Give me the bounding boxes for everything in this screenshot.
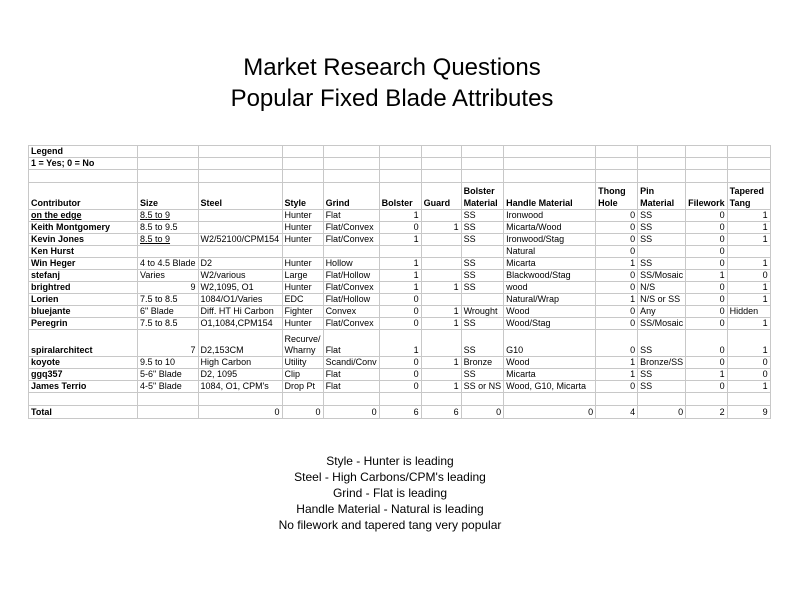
table-cell: 0 bbox=[198, 406, 282, 419]
table-cell bbox=[323, 246, 379, 258]
table-cell: Flat bbox=[323, 330, 379, 357]
table-row bbox=[29, 234, 771, 246]
table-cell bbox=[421, 270, 461, 282]
table-cell: High Carbon bbox=[198, 357, 282, 369]
table-cell: 0 bbox=[379, 357, 421, 369]
table-cell bbox=[421, 170, 461, 183]
table-cell: Filework bbox=[686, 183, 728, 210]
table-cell bbox=[638, 246, 686, 258]
table-cell bbox=[461, 393, 504, 406]
table-cell: N/S bbox=[638, 282, 686, 294]
table-cell: 1 bbox=[727, 258, 770, 270]
table-cell: Bronze/SS bbox=[638, 357, 686, 369]
table-cell: Any bbox=[638, 306, 686, 318]
table-cell: 0 bbox=[379, 318, 421, 330]
table-cell: Handle Material bbox=[504, 183, 596, 210]
table-cell bbox=[421, 258, 461, 270]
table-cell: 2 bbox=[686, 406, 728, 419]
table-cell: W2,1095, O1 bbox=[198, 282, 282, 294]
table-cell: EDC bbox=[282, 294, 323, 306]
table-cell: 0 bbox=[686, 234, 728, 246]
table-cell: 6 bbox=[379, 406, 421, 419]
table-cell: 7.5 to 8.5 bbox=[138, 318, 199, 330]
table-cell bbox=[421, 369, 461, 381]
table-cell: 0 bbox=[379, 306, 421, 318]
table-cell: SS bbox=[638, 222, 686, 234]
table-cell: 0 bbox=[596, 222, 638, 234]
table-cell: SS bbox=[638, 330, 686, 357]
table-cell bbox=[638, 393, 686, 406]
table-row bbox=[29, 246, 771, 258]
table-cell: Hunter bbox=[282, 234, 323, 246]
table-row bbox=[29, 318, 771, 330]
table-cell: Hunter bbox=[282, 258, 323, 270]
table-cell: Thong Hole bbox=[596, 183, 638, 210]
table-cell: 1 bbox=[686, 270, 728, 282]
table-cell: Bolster Material bbox=[461, 183, 504, 210]
table-row bbox=[29, 369, 771, 381]
table-cell bbox=[379, 246, 421, 258]
table-cell bbox=[638, 158, 686, 170]
table-cell bbox=[504, 170, 596, 183]
table-cell: Micarta bbox=[504, 258, 596, 270]
table-cell bbox=[596, 393, 638, 406]
table-cell: 1 bbox=[727, 234, 770, 246]
table-row bbox=[29, 270, 771, 282]
table-cell bbox=[282, 246, 323, 258]
table-cell: Hunter bbox=[282, 222, 323, 234]
table-cell bbox=[461, 246, 504, 258]
table-cell: 0 bbox=[596, 330, 638, 357]
table-cell: 0 bbox=[596, 234, 638, 246]
table-cell: 0 bbox=[282, 406, 323, 419]
table-cell bbox=[198, 146, 282, 158]
table-cell: Bronze bbox=[461, 357, 504, 369]
table-cell: 9 bbox=[727, 406, 770, 419]
table-row bbox=[29, 381, 771, 393]
table-cell: O1,1084,CPM154 bbox=[198, 318, 282, 330]
table-cell: 0 bbox=[686, 258, 728, 270]
table-row bbox=[29, 330, 771, 357]
table-cell: Pin Material bbox=[638, 183, 686, 210]
table-cell: SS bbox=[461, 330, 504, 357]
table-cell: SS bbox=[461, 234, 504, 246]
table-cell: D2, 1095 bbox=[198, 369, 282, 381]
table-cell: Win Heger bbox=[29, 258, 138, 270]
table-cell: 0 bbox=[504, 406, 596, 419]
survey-table bbox=[28, 145, 771, 419]
table-cell: ggq357 bbox=[29, 369, 138, 381]
table-cell: Blackwood/Stag bbox=[504, 270, 596, 282]
table-cell: Kevin Jones bbox=[29, 234, 138, 246]
table-cell: G10 bbox=[504, 330, 596, 357]
table-cell: Flat/Convex bbox=[323, 318, 379, 330]
table-cell bbox=[323, 170, 379, 183]
blank-row bbox=[29, 393, 771, 406]
table-cell: Flat bbox=[323, 381, 379, 393]
table-cell bbox=[638, 146, 686, 158]
table-cell: 1 bbox=[379, 270, 421, 282]
table-cell: SS bbox=[461, 369, 504, 381]
table-cell: 0 bbox=[596, 210, 638, 222]
table-cell: 1 bbox=[421, 306, 461, 318]
table-cell: 8.5 to 9 bbox=[138, 234, 199, 246]
table-cell bbox=[138, 170, 199, 183]
table-cell bbox=[198, 246, 282, 258]
table-cell: SS bbox=[461, 318, 504, 330]
table-cell: Bolster bbox=[379, 183, 421, 210]
table-cell: 0 bbox=[686, 246, 728, 258]
table-cell bbox=[727, 246, 770, 258]
table-cell bbox=[138, 158, 199, 170]
table-cell: Flat/Convex bbox=[323, 222, 379, 234]
table-cell bbox=[727, 170, 770, 183]
table-cell bbox=[421, 210, 461, 222]
table-cell: Utility bbox=[282, 357, 323, 369]
table-cell: SS bbox=[461, 258, 504, 270]
table-cell: wood bbox=[504, 282, 596, 294]
table-cell: 1 bbox=[727, 381, 770, 393]
legend-key-row bbox=[29, 158, 771, 170]
table-cell: 9 bbox=[138, 282, 199, 294]
table-cell bbox=[727, 158, 770, 170]
table-cell bbox=[504, 393, 596, 406]
table-cell: 0 bbox=[379, 381, 421, 393]
table-cell: Flat/Convex bbox=[323, 282, 379, 294]
table-cell: 7.5 to 8.5 bbox=[138, 294, 199, 306]
table-cell: 0 bbox=[379, 294, 421, 306]
table-row bbox=[29, 222, 771, 234]
table-cell: Natural bbox=[504, 246, 596, 258]
note-handle: Handle Material - Natural is leading bbox=[296, 502, 484, 516]
table-cell: 1 bbox=[379, 234, 421, 246]
table-row bbox=[29, 357, 771, 369]
table-cell: D2,153CM bbox=[198, 330, 282, 357]
table-cell bbox=[421, 246, 461, 258]
table-cell: Hollow bbox=[323, 258, 379, 270]
table-cell: bluejante bbox=[29, 306, 138, 318]
table-cell bbox=[29, 170, 138, 183]
table-cell bbox=[138, 146, 199, 158]
table-cell bbox=[461, 294, 504, 306]
table-cell: 9.5 to 10 bbox=[138, 357, 199, 369]
table-cell bbox=[686, 158, 728, 170]
table-cell: 1 bbox=[727, 282, 770, 294]
table-cell: Size bbox=[138, 183, 199, 210]
table-row bbox=[29, 210, 771, 222]
table-cell: Drop Pt bbox=[282, 381, 323, 393]
table-cell: 0 bbox=[379, 222, 421, 234]
table-cell: 7 bbox=[138, 330, 199, 357]
table-cell bbox=[323, 158, 379, 170]
table-cell: Peregrin bbox=[29, 318, 138, 330]
table-cell bbox=[198, 210, 282, 222]
table-cell: SS bbox=[461, 222, 504, 234]
table-cell bbox=[504, 146, 596, 158]
page-title: Market Research Questions bbox=[243, 54, 541, 81]
table-cell: Wrought bbox=[461, 306, 504, 318]
table-cell: 1 bbox=[421, 381, 461, 393]
table-cell: Grind bbox=[323, 183, 379, 210]
table-cell bbox=[198, 393, 282, 406]
table-cell: 6 bbox=[421, 406, 461, 419]
table-cell: Varies bbox=[138, 270, 199, 282]
table-cell: on the edge bbox=[29, 210, 138, 222]
table-cell bbox=[379, 146, 421, 158]
table-cell: Hunter bbox=[282, 210, 323, 222]
table-cell: 1 bbox=[379, 330, 421, 357]
table-cell bbox=[421, 146, 461, 158]
table-cell: koyote bbox=[29, 357, 138, 369]
table-cell: 1084, O1, CPM's bbox=[198, 381, 282, 393]
table-row bbox=[29, 258, 771, 270]
table-cell bbox=[198, 158, 282, 170]
table-cell bbox=[596, 170, 638, 183]
table-cell: Large bbox=[282, 270, 323, 282]
table-cell: 0 bbox=[686, 306, 728, 318]
table-cell bbox=[421, 393, 461, 406]
table-cell: 1 bbox=[421, 318, 461, 330]
table-cell: 1 bbox=[421, 222, 461, 234]
table-cell: 1 bbox=[421, 357, 461, 369]
table-cell: Ironwood/Stag bbox=[504, 234, 596, 246]
table-cell: Hunter bbox=[282, 318, 323, 330]
table-cell: 1 bbox=[596, 258, 638, 270]
table-cell: 0 bbox=[596, 246, 638, 258]
table-cell: Total bbox=[29, 406, 138, 419]
table-cell: Flat/Convex bbox=[323, 234, 379, 246]
table-cell bbox=[282, 158, 323, 170]
table-cell: W2/52100/CPM154 bbox=[198, 234, 282, 246]
table-cell bbox=[504, 158, 596, 170]
table-cell: 0 bbox=[686, 210, 728, 222]
table-cell: 0 bbox=[686, 357, 728, 369]
table-cell: 0 bbox=[727, 369, 770, 381]
table-cell: Hidden bbox=[727, 306, 770, 318]
table-cell: Flat bbox=[323, 369, 379, 381]
table-cell: 0 bbox=[686, 222, 728, 234]
table-cell bbox=[198, 170, 282, 183]
table-cell: N/S or SS bbox=[638, 294, 686, 306]
table-cell: SS bbox=[638, 369, 686, 381]
table-cell bbox=[686, 393, 728, 406]
table-cell: 0 bbox=[727, 270, 770, 282]
table-cell: SS bbox=[638, 381, 686, 393]
table-cell: Wood, G10, Micarta bbox=[504, 381, 596, 393]
table-cell: 1 bbox=[727, 294, 770, 306]
table-cell bbox=[379, 170, 421, 183]
table-cell: Scandi/Conv bbox=[323, 357, 379, 369]
table-cell: Convex bbox=[323, 306, 379, 318]
table-cell: SS or NS bbox=[461, 381, 504, 393]
table-cell: 1 bbox=[379, 258, 421, 270]
header-row bbox=[29, 183, 771, 210]
table-cell: 1 bbox=[596, 357, 638, 369]
table-cell: Tapered Tang bbox=[727, 183, 770, 210]
table-cell bbox=[596, 158, 638, 170]
table-cell: W2/various bbox=[198, 270, 282, 282]
table-cell bbox=[421, 158, 461, 170]
table-cell: Flat bbox=[323, 210, 379, 222]
table-cell: SS bbox=[638, 234, 686, 246]
total-row bbox=[29, 406, 771, 419]
table-cell bbox=[29, 393, 138, 406]
table-cell bbox=[461, 170, 504, 183]
table-cell: Legend bbox=[29, 146, 138, 158]
table-cell: 1 bbox=[727, 210, 770, 222]
table-cell: Wood/Stag bbox=[504, 318, 596, 330]
table-cell bbox=[727, 146, 770, 158]
table-cell: 0 bbox=[686, 282, 728, 294]
table-cell: Micarta/Wood bbox=[504, 222, 596, 234]
table-cell: Clip bbox=[282, 369, 323, 381]
table-cell: SS bbox=[638, 210, 686, 222]
table-cell: SS bbox=[461, 210, 504, 222]
table-cell bbox=[282, 393, 323, 406]
table-cell: 4 bbox=[596, 406, 638, 419]
table-cell: 1 bbox=[421, 282, 461, 294]
table-cell bbox=[282, 170, 323, 183]
table-cell: 0 bbox=[686, 381, 728, 393]
table-cell: 0 bbox=[379, 369, 421, 381]
table-cell: 1084/O1/Varies bbox=[198, 294, 282, 306]
table-row bbox=[29, 282, 771, 294]
table-cell: 1 bbox=[727, 318, 770, 330]
table-cell: Ken Hurst bbox=[29, 246, 138, 258]
table-cell: 6" Blade bbox=[138, 306, 199, 318]
table-cell: 1 bbox=[596, 294, 638, 306]
table-cell: Style bbox=[282, 183, 323, 210]
blank-row bbox=[29, 170, 771, 183]
table-cell: 0 bbox=[596, 282, 638, 294]
table-cell: Keith Montgomery bbox=[29, 222, 138, 234]
table-cell bbox=[421, 234, 461, 246]
table-cell: SS/Mosaic bbox=[638, 318, 686, 330]
table-cell: Natural/Wrap bbox=[504, 294, 596, 306]
table-cell: Lorien bbox=[29, 294, 138, 306]
table-cell bbox=[686, 170, 728, 183]
table-cell bbox=[421, 294, 461, 306]
table-cell: 1 bbox=[379, 210, 421, 222]
summary-notes bbox=[0, 453, 800, 533]
table-cell: 0 bbox=[686, 330, 728, 357]
table-cell: 0 bbox=[596, 318, 638, 330]
note-filework: No filework and tapered tang very popular bbox=[278, 518, 502, 532]
table-cell: 1 bbox=[727, 222, 770, 234]
table-cell: 5-6" Blade bbox=[138, 369, 199, 381]
table-cell: Wood bbox=[504, 357, 596, 369]
table-cell: 1 bbox=[596, 369, 638, 381]
table-row bbox=[29, 306, 771, 318]
legend-row bbox=[29, 146, 771, 158]
table-cell: SS/Mosaic bbox=[638, 270, 686, 282]
table-cell bbox=[198, 222, 282, 234]
table-cell: 8.5 to 9.5 bbox=[138, 222, 199, 234]
table-cell: 0 bbox=[323, 406, 379, 419]
table-cell bbox=[282, 146, 323, 158]
table-cell: Fighter bbox=[282, 306, 323, 318]
table-cell: 1 bbox=[379, 282, 421, 294]
table-cell: Ironwood bbox=[504, 210, 596, 222]
table-cell bbox=[421, 330, 461, 357]
table-cell: 8.5 to 9 bbox=[138, 210, 199, 222]
table-cell bbox=[138, 406, 199, 419]
table-row bbox=[29, 294, 771, 306]
table-cell: 0 bbox=[596, 381, 638, 393]
table-cell: 1 = Yes; 0 = No bbox=[29, 158, 138, 170]
note-style: Style - Hunter is leading bbox=[326, 454, 454, 468]
table-cell: SS bbox=[638, 258, 686, 270]
table-cell: SS bbox=[461, 282, 504, 294]
table-cell bbox=[461, 146, 504, 158]
table-cell bbox=[379, 158, 421, 170]
table-cell: Diff. HT Hi Carbon bbox=[198, 306, 282, 318]
table-cell: 4 to 4.5 Blade bbox=[138, 258, 199, 270]
table-cell: D2 bbox=[198, 258, 282, 270]
table-cell: Micarta bbox=[504, 369, 596, 381]
table-cell: 4-5" Blade bbox=[138, 381, 199, 393]
table-cell: SS bbox=[461, 270, 504, 282]
table-cell: 0 bbox=[596, 270, 638, 282]
table-cell: Flat/Hollow bbox=[323, 294, 379, 306]
page-subtitle: Popular Fixed Blade Attributes bbox=[230, 85, 554, 112]
table-cell: stefanj bbox=[29, 270, 138, 282]
table-cell: 0 bbox=[596, 306, 638, 318]
table-cell bbox=[323, 146, 379, 158]
table-cell bbox=[686, 146, 728, 158]
table-cell: Hunter bbox=[282, 282, 323, 294]
table-cell: Wood bbox=[504, 306, 596, 318]
table-cell: Guard bbox=[421, 183, 461, 210]
table-cell bbox=[461, 158, 504, 170]
table-cell: 0 bbox=[727, 357, 770, 369]
table-cell: Contributor bbox=[29, 183, 138, 210]
table-cell: 0 bbox=[461, 406, 504, 419]
table-cell bbox=[727, 393, 770, 406]
table-cell: spiralarchitect bbox=[29, 330, 138, 357]
table-cell bbox=[323, 393, 379, 406]
table-cell: 0 bbox=[638, 406, 686, 419]
table-cell: James Terrio bbox=[29, 381, 138, 393]
note-grind: Grind - Flat is leading bbox=[332, 486, 448, 500]
note-steel: Steel - High Carbons/CPM's leading bbox=[294, 470, 486, 484]
table-cell: 0 bbox=[686, 318, 728, 330]
table-cell bbox=[379, 393, 421, 406]
table-cell: brightred bbox=[29, 282, 138, 294]
table-cell: Flat/Hollow bbox=[323, 270, 379, 282]
table-cell bbox=[638, 170, 686, 183]
table-cell: Recurve/ Wharny bbox=[282, 330, 323, 357]
table-cell bbox=[138, 393, 199, 406]
table-cell: 1 bbox=[727, 330, 770, 357]
table-cell: 0 bbox=[686, 294, 728, 306]
table-cell bbox=[138, 246, 199, 258]
table-cell bbox=[596, 146, 638, 158]
table-cell: 1 bbox=[686, 369, 728, 381]
table-cell: Steel bbox=[198, 183, 282, 210]
